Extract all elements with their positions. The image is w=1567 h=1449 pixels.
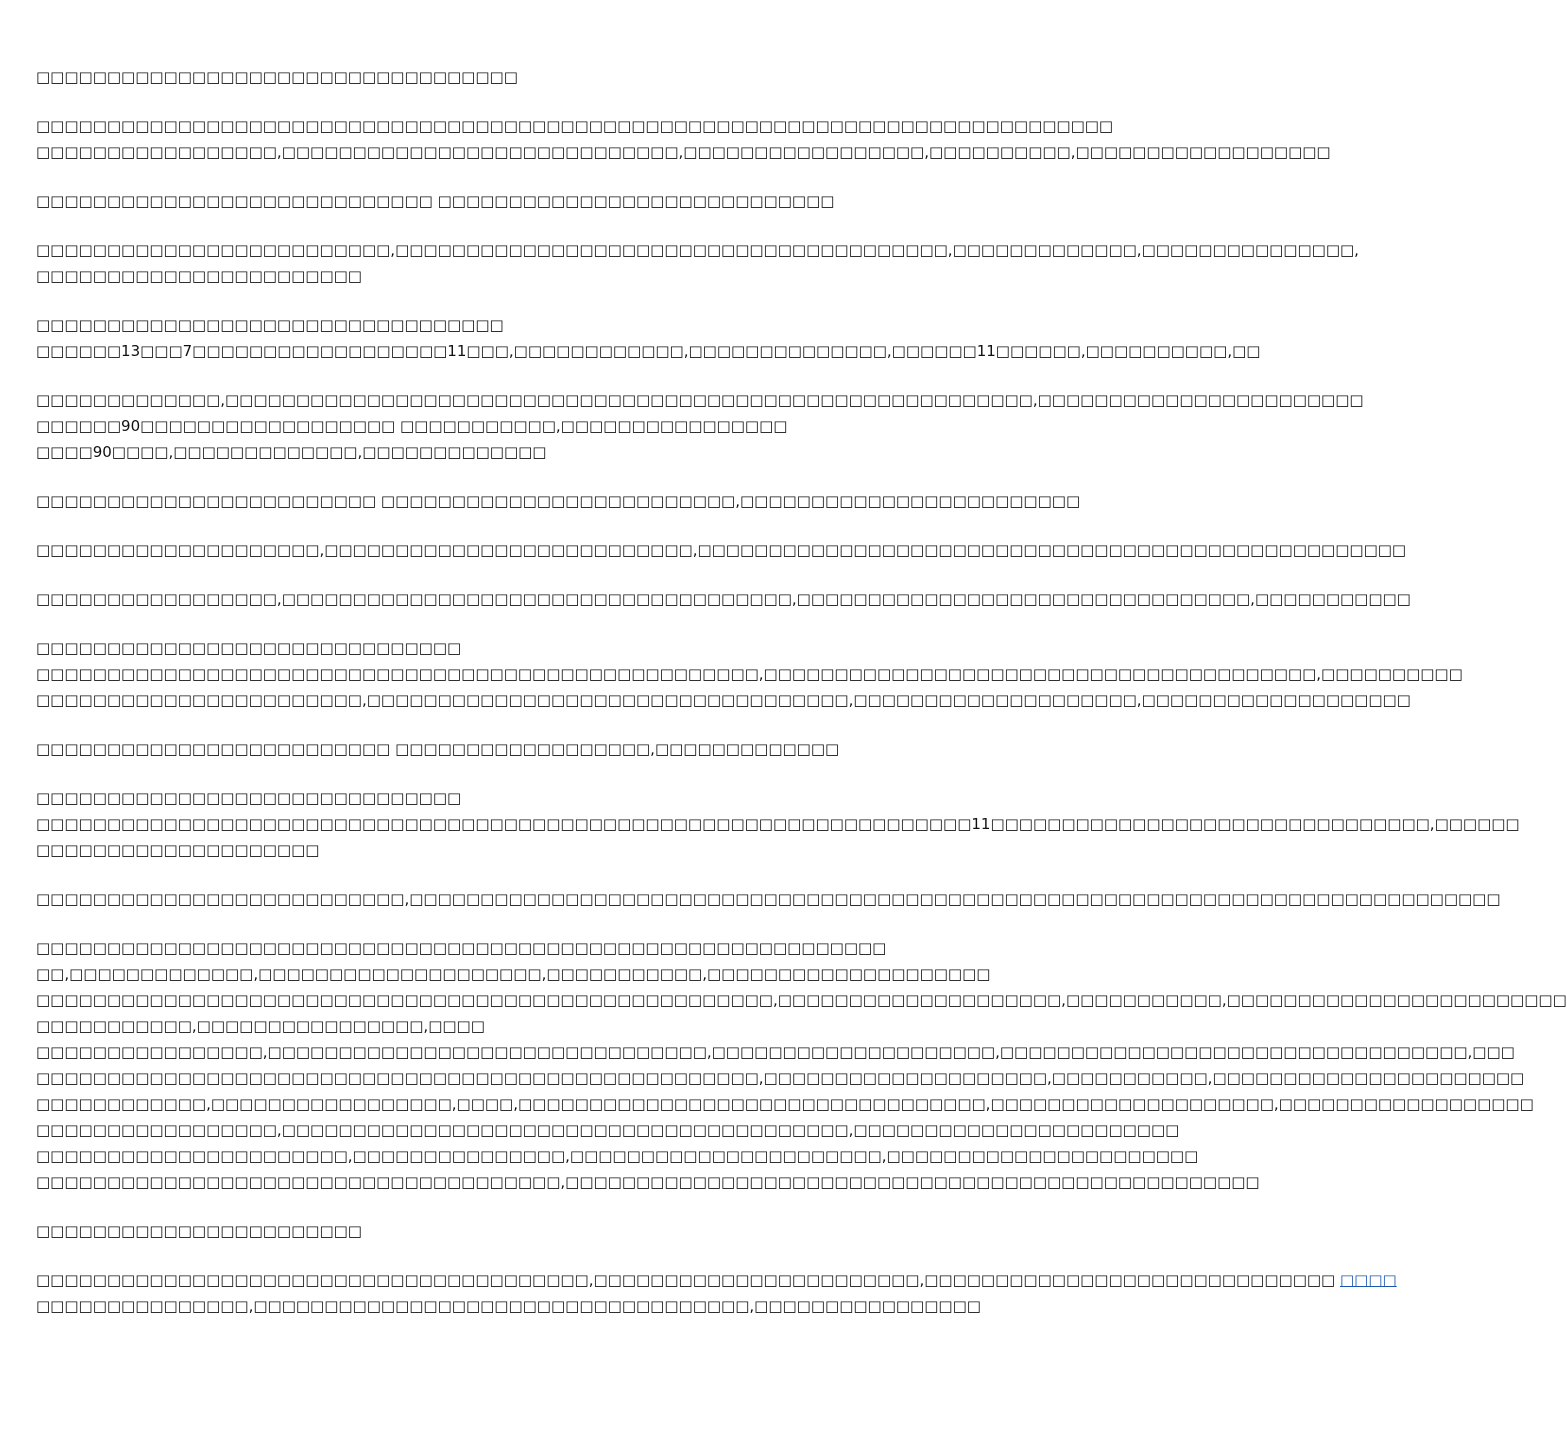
text-line: □□□□□□□□□□□□□□□□□□□□□□□□□□□□□□□□□□□□□□□□□□□□□□□□□□□□□□□□□□□□□□□□□□11□□□□□□□□□□□□□□□□□□□□□□□□□□□□□□□,□□□□□□ (36, 815, 1520, 833)
text-line: □□□□□□□□□□□□□□□□□□□□□□□□□□□□□□□□□□□□□□□□□□□□□□□□□□□□□□□□□□□□□□□□□□□□□□□□□□□□ (36, 117, 1114, 135)
article-body (36, 64, 1567, 1342)
text-line: □□□□□□□□□□□□□□□□□,□□□□□□□□□□□□□□□□□□□□□□□□□□□□,□□□□□□□□□□□□□□□□□,□□□□□□□□□□,□□□□□□□□□□□□□□□□□□ (36, 143, 1331, 161)
text-line: □□□□□□□□□□□□□□□□□□□□□□□□□□□□□□ (36, 789, 462, 807)
text-line: □□□□□□□□□□□□□□□□□□□□□□□ (36, 1222, 362, 1240)
text-line: □□□□□□□□□□□□□□□□□□□□□□□□□□□□□□□□□□□□□,□□□□□□□□□□□□□□□□□□□□□□□□□□□□□□□□□□□□□□□□□□□□□□□□□ (36, 1173, 1260, 1191)
paragraph (36, 387, 1364, 465)
paragraph (36, 488, 1081, 514)
paragraph (36, 237, 1359, 289)
text-line: □□□□□□□□□□□□□□□□□□□□ (36, 841, 320, 859)
text-line: □□□□□□□□□□□□□□□□□□□□□□□ (36, 267, 362, 285)
text-line: □□□□□□□□□□□□□□□□□□□□□□,□□□□□□□□□□□□□□□,□□□□□□□□□□□□□□□□□□□□□□,□□□□□□□□□□□□□□□□□□□□□□ (36, 1147, 1199, 1165)
text-line: □□□□□□□□□□□□□□□□,□□□□□□□□□□□□□□□□□□□□□□□□□□□□□□□,□□□□□□□□□□□□□□□□□□□□,□□□□□□□□□□□□□□□□□□□□□□□□□□□□□□□□□,□□□ (36, 1043, 1515, 1061)
text-line: □□□□□□□□□□□□□□□,□□□□□□□□□□□□□□□□□□□□□□□□□□□□□□□□□□□,□□□□□□□□□□□□□□□□ (36, 1297, 981, 1315)
text-line: □□□□□□□□□□□□□□□□□□□□□□□□□,□□□□□□□□□□□□□□□□□□□□□□□□□□□□□□□□□□□□□□□,□□□□□□□□□□□□□,□□□□□□□□□□□□□□□, (36, 241, 1359, 259)
paragraph (36, 64, 990, 90)
inline-link[interactable]: □□□□ (1340, 1271, 1397, 1289)
paragraph (36, 635, 1463, 713)
text-line: □□□□□□□□□□□□□□□□□□□□□□□□□□□□□□ (36, 639, 462, 657)
text-line: □□□□□□□□□□□□□□□□□□□□□□□□□□□□□□□□□□ (36, 68, 518, 86)
paragraph (36, 935, 1567, 1195)
text-line: □□□□□□□□□□□□□□□□□□□□□□□□□□□□□□□□□□□□□□□□□□□□□□□□□□□,□□□□□□□□□□□□□□□□□□□□□□□□□□□□□□□□□□□□□□□,□□□□□□□□□□ (36, 665, 1463, 683)
text-before-link: □□□□□□□□□□□□□□□□□□□□□□□□□□□□□□□□□□□□□□□,□□□□□□□□□□□□□□□□□□□□□□□,□□□□□□□□□□□□□□□□□□□□□□□□□□□□□ (36, 1271, 1340, 1289)
text-line: □□□□□□□□□□□□□□□□□,□□□□□□□□□□□□□□□□□□□□□□□□□□□□□□□□□□□□,□□□□□□□□□□□□□□□□□□□□□□□□□□□□□□□□,□□□□□□□□□□□ (36, 590, 1411, 608)
text-line: □□□□□□90□□□□□□□□□□□□□□□□□□ □□□□□□□□□□□,□□□□□□□□□□□□□□□□ (36, 417, 788, 435)
text-line: □□□□□□□□□□□□,□□□□□□□□□□□□□□□□□,□□□□,□□□□□□□□□□□□□□□□□□□□□□□□□□□□□□□□□,□□□□□□□□□□□□□□□□□□□□,□□□□□□□□□□□□□□□□□□ (36, 1095, 1534, 1113)
text-line: □□□□□□□□□□□□□□□□□□□□,□□□□□□□□□□□□□□□□□□□□□□□□□□,□□□□□□□□□□□□□□□□□□□□□□□□□□□□□□□□□□□□□□□□□□□□□□□□□□ (36, 541, 1407, 559)
text-line: □□□□□□13□□□7□□□□□□□□□□□□□□□□□□11□□□,□□□□□□□□□□□□,□□□□□□□□□□□□□□,□□□□□□11□□□□□□,□□□□□□□□□□,□□ (36, 342, 1261, 360)
text-line: □□□□□□□□□□□□□□□□□□□□□□□□□□□□□□□□□□□□□□□□□□□□□□□□□□□□,□□□□□□□□□□□□□□□□□□□□,□□□□□□□□□□□,□□□□□□□□□□□□□□□□□□□□□□□□ (36, 991, 1567, 1009)
paragraph (36, 785, 1520, 863)
paragraph (36, 537, 1407, 563)
paragraph (36, 1218, 990, 1244)
text-line: □□□□□□□□□□□□□□□□□□□□□□□□□□□□ □□□□□□□□□□□□□□□□□□□□□□□□□□□□ (36, 192, 835, 210)
text-line: □□□□□□□□□□□□□□□□□□□□□□□□□□,□□□□□□□□□□□□□□□□□□□□□□□□□□□□□□□□□□□□□□□□□□□□□□□□□□□□□□□□□□□□□□□□□□□□□□□□□□□□□ (36, 890, 1501, 908)
paragraph (36, 586, 1411, 612)
text-line: □□,□□□□□□□□□□□□□,□□□□□□□□□□□□□□□□□□□□,□□□□□□□□□□□,□□□□□□□□□□□□□□□□□□□□ (36, 965, 991, 983)
text-line: □□□□□□□□□□□□□□□□□□□□□□□□ □□□□□□□□□□□□□□□□□□□□□□□□□,□□□□□□□□□□□□□□□□□□□□□□□□ (36, 492, 1081, 510)
text-line: □□□□□□□□□□□□□□□□□□□□□□□,□□□□□□□□□□□□□□□□□□□□□□□□□□□□□□□□□□,□□□□□□□□□□□□□□□□□□□□,□□□□□□□□□□□□□□□□□□□ (36, 691, 1411, 709)
text-line: □□□□□□□□□□□□□□□□□□□□□□□□□ □□□□□□□□□□□□□□□□□□,□□□□□□□□□□□□□ (36, 740, 840, 758)
paragraph (36, 113, 1331, 165)
paragraph (36, 188, 990, 214)
paragraph-final (36, 1267, 1397, 1319)
text-line: □□□□□□□□□□□□□□□□□□□□□□□□□□□□□□□□□□□□□□□□□□□□□□□□□□□□□□□□□□□□ (36, 939, 887, 957)
text-line: □□□□□□□□□□□□□□□□□□□□□□□□□□□□□□□□□□□□□□□□□□□□□□□□□□□,□□□□□□□□□□□□□□□□□□□□,□□□□□□□□□□□,□□□□□□□□□□□□□□□□□□□□□□ (36, 1069, 1525, 1087)
text-line: □□□□□□□□□□□□□□□□□□□□□□□□□□□□□□□□□ (36, 316, 504, 334)
text-line: □□□□90□□□□,□□□□□□□□□□□□□,□□□□□□□□□□□□□ (36, 443, 547, 461)
paragraph (36, 736, 990, 762)
text-line: □□□□□□□□□□□□□,□□□□□□□□□□□□□□□□□□□□□□□□□□□□□□□□□□□□□□□□□□□□□□□□□□□□□□□□□,□□□□□□□□□□□□□□□□□□□□□□□ (36, 391, 1364, 409)
text-line: □□□□□□□□□□□,□□□□□□□□□□□□□□□□,□□□□ (36, 1017, 485, 1035)
paragraph (36, 886, 1501, 912)
text-line (36, 1267, 1397, 1293)
paragraph (36, 312, 1261, 364)
text-line: □□□□□□□□□□□□□□□□□,□□□□□□□□□□□□□□□□□□□□□□□□□□□□□□□□□□□□□□□□,□□□□□□□□□□□□□□□□□□□□□□□ (36, 1121, 1180, 1139)
